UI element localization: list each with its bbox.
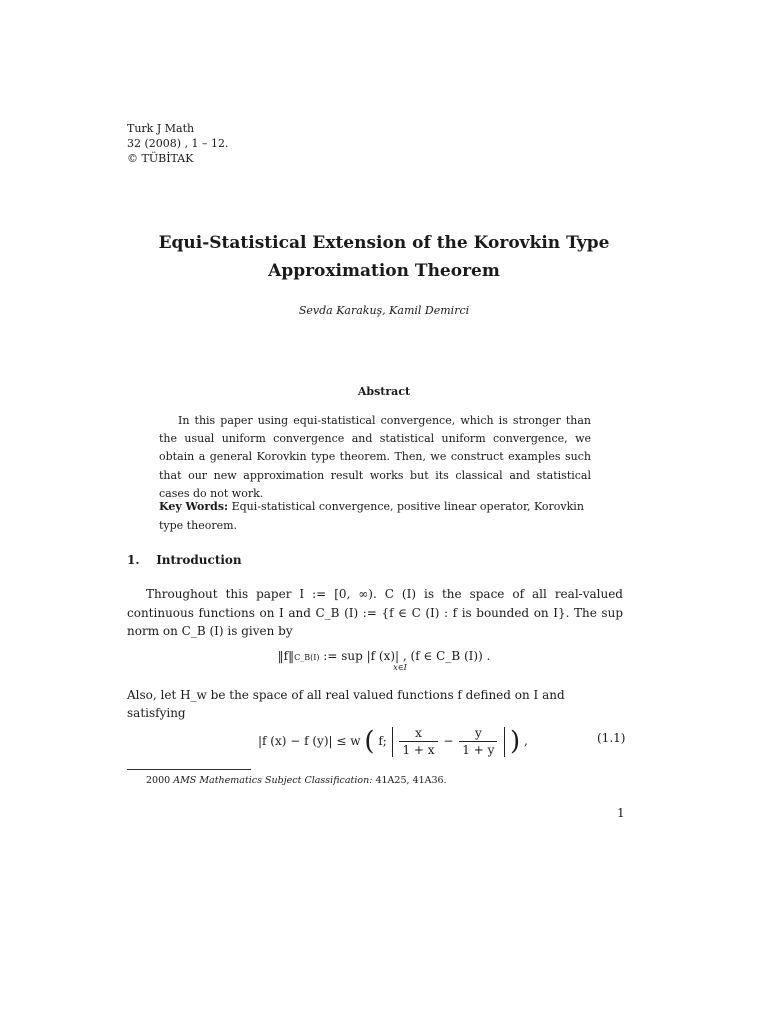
equation-number: (1.1) (597, 731, 626, 745)
footnote-year: 2000 (146, 775, 171, 786)
abstract-text (159, 412, 591, 503)
footnote-rule (127, 769, 251, 770)
journal-copyright: © TÜBİTAK (127, 152, 194, 165)
eq1-norm: ‖f‖ (277, 649, 295, 663)
intro-paragraph-2: Also, let H_w be the space of all real valued functions f defined on I and satisfying (127, 688, 565, 720)
eq1-under: x∈I (393, 663, 407, 672)
eq2-fraction-y: $\frac{y}{1 + y}$ (459, 725, 497, 758)
abstract-heading: Abstract (357, 385, 411, 398)
page-number: 1 (617, 806, 625, 820)
paper-title (100, 229, 668, 285)
keywords (159, 498, 591, 535)
footnote-classification: AMS Mathematics Subject Classification: (173, 775, 373, 786)
journal-name: Turk J Math (127, 122, 195, 135)
intro-text-1: Throughout this paper I := [0, ∞). C (I) is the space of all real-valued continuous functions on I and C_B (I) := {f ∈ C (I) : f is bounded on I}. The sup norm on C_B (I) is given by (127, 587, 623, 638)
section-number: 1. (127, 553, 140, 567)
section-title: Introduction (156, 553, 242, 567)
journal-info (127, 121, 229, 166)
eq2-left: |f (x) − f (y)| ≤ w (258, 734, 361, 748)
footnote-codes: 41A25, 41A36. (375, 775, 447, 786)
title-line-2: Approximation Theorem (268, 261, 500, 281)
equation-sup-norm (100, 649, 668, 672)
authors: Sevda Karakuş, Kamil Demirci (298, 304, 470, 317)
title-line-1: Equi-Statistical Extension of the Korovkin Type (158, 233, 610, 253)
keywords-label: Key Words: (159, 500, 229, 513)
eq2-f: f; (378, 734, 387, 748)
eq1-subscript: C_B(I) (294, 653, 320, 662)
footnote (146, 775, 447, 786)
journal-volume: 32 (2008) , 1 – 12. (127, 137, 229, 150)
intro-paragraph-1 (127, 585, 623, 641)
keywords-text: Equi-statistical convergence, positive linear operator, Korovkin type theorem. (159, 500, 584, 532)
abstract-body: In this paper using equi-statistical convergence, which is stronger than the usual uniform convergence and statistical uniform convergence, we obtain a general Korovkin type theorem. Then, we construct examples such that our new approximation result works but its classical and statistical cases do not work. (159, 414, 591, 500)
eq2-fraction-x: $\frac{x}{1 + x}$ (399, 725, 437, 758)
equation-1-1: |f (x) − f (y)| ≤ w ( f; $\frac{x}{1 + x}$ − $\frac{y}{1 + y}$ ) , (258, 726, 528, 757)
eq1-rest: := sup |f (x)| , (f ∈ C_B (I)) . (319, 649, 491, 663)
section-heading (127, 553, 242, 567)
